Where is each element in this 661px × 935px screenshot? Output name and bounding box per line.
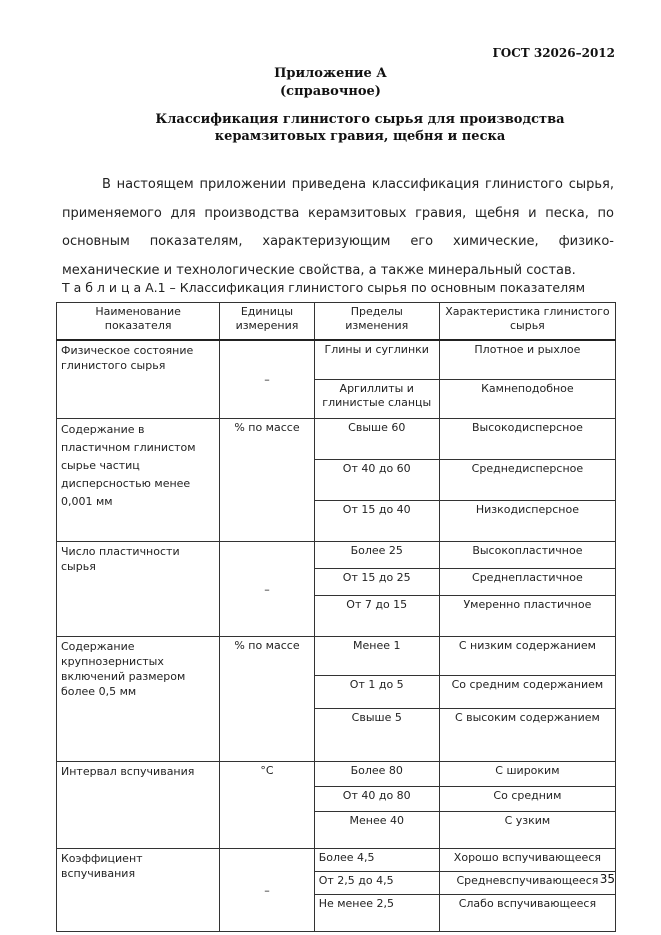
characteristic-cell: Высокопластичное (439, 542, 615, 569)
characteristic-cell: Камнеподобное (439, 380, 615, 419)
indicator-name-cell: Содержание крупнозернистых включений размером более 0,5 мм (57, 637, 220, 762)
characteristic-cell: Со средним (439, 787, 615, 812)
characteristic-cell: Со средним содержанием (439, 676, 615, 709)
range-cell: От 40 до 80 (314, 787, 439, 812)
header-cell: Наименование показателя (57, 303, 220, 341)
characteristic-cell: Плотное и рыхлое (439, 340, 615, 380)
unit-cell: % по массе (220, 637, 314, 762)
characteristic-cell: С низким содержанием (439, 637, 615, 676)
unit-cell: – (220, 849, 314, 932)
characteristic-cell: Низкодисперсное (439, 501, 615, 542)
classification-table (56, 302, 616, 932)
appendix-subtitle: (справочное) (280, 84, 381, 99)
range-cell: Не менее 2,5 (314, 895, 439, 932)
characteristic-cell: С узким (439, 812, 615, 849)
page-number: 35 (599, 872, 615, 886)
characteristic-cell: Среднедисперсное (439, 460, 615, 501)
range-cell: От 40 до 60 (314, 460, 439, 501)
range-cell: Аргиллиты и глинистые сланцы (314, 380, 439, 419)
range-cell: Более 4,5 (314, 849, 439, 872)
range-cell: От 15 до 25 (314, 569, 439, 596)
characteristic-cell: Средневспучивающееся (439, 872, 615, 895)
table-row (57, 762, 616, 787)
range-cell: Менее 1 (314, 637, 439, 676)
range-cell: От 1 до 5 (314, 676, 439, 709)
table-caption: Т а б л и ц а А.1 – Классификация глинистого сырья по основным показателям (62, 280, 586, 295)
appendix-title: Приложение А (274, 66, 387, 81)
indicator-name-cell: Содержание в пластичном глинистом сырье частиц дисперсностью менее 0,001 мм (57, 419, 220, 542)
header-cell: Единицы измерения (220, 303, 314, 341)
intro-paragraph (62, 171, 614, 285)
range-cell: Более 25 (314, 542, 439, 569)
header-cell: Пределы изменения (314, 303, 439, 341)
table-body (57, 340, 616, 932)
unit-cell: °С (220, 762, 314, 849)
unit-cell: % по массе (220, 419, 314, 542)
intro-paragraph-text: В настоящем приложении приведена классификация глинистого сырья, применяемого для производства керамзитовых гравия, щебня и песка, по основным показателям, характеризующим его химические, физико-механические и технологические свойства, а также минеральный состав. (62, 177, 614, 278)
range-cell: Менее 40 (314, 812, 439, 849)
characteristic-cell: Высокодисперсное (439, 419, 615, 460)
section-title: Классификация глинистого сырья для производства керамзитовых гравия, щебня и песка (155, 112, 565, 144)
range-cell: Глины и суглинки (314, 340, 439, 380)
range-cell: От 2,5 до 4,5 (314, 872, 439, 895)
characteristic-cell: С высоким содержанием (439, 709, 615, 762)
indicator-name-cell: Число пластичности сырья (57, 542, 220, 637)
range-cell: От 15 до 40 (314, 501, 439, 542)
indicator-name-cell: Интервал вспучивания (57, 762, 220, 849)
range-cell: От 7 до 15 (314, 596, 439, 637)
table-row (57, 542, 616, 569)
unit-cell: – (220, 542, 314, 637)
characteristic-cell: Среднепластичное (439, 569, 615, 596)
characteristic-cell: С широким (439, 762, 615, 787)
range-cell: Свыше 5 (314, 709, 439, 762)
indicator-name-cell: Физическое состояние глинистого сырья (57, 340, 220, 419)
document-code: ГОСТ 32026–2012 (492, 46, 615, 60)
table-row (57, 637, 616, 676)
table-header-row (57, 303, 616, 341)
unit-cell: – (220, 340, 314, 419)
characteristic-cell: Слабо вспучивающееся (439, 895, 615, 932)
range-cell: Свыше 60 (314, 419, 439, 460)
indicator-name-cell: Коэффициент вспучивания (57, 849, 220, 932)
range-cell: Более 80 (314, 762, 439, 787)
table-row (57, 419, 616, 460)
table-row (57, 849, 616, 872)
header-cell: Характеристика глинистого сырья (439, 303, 615, 341)
characteristic-cell: Умеренно пластичное (439, 596, 615, 637)
characteristic-cell: Хорошо вспучивающееся (439, 849, 615, 872)
table-row (57, 340, 616, 380)
